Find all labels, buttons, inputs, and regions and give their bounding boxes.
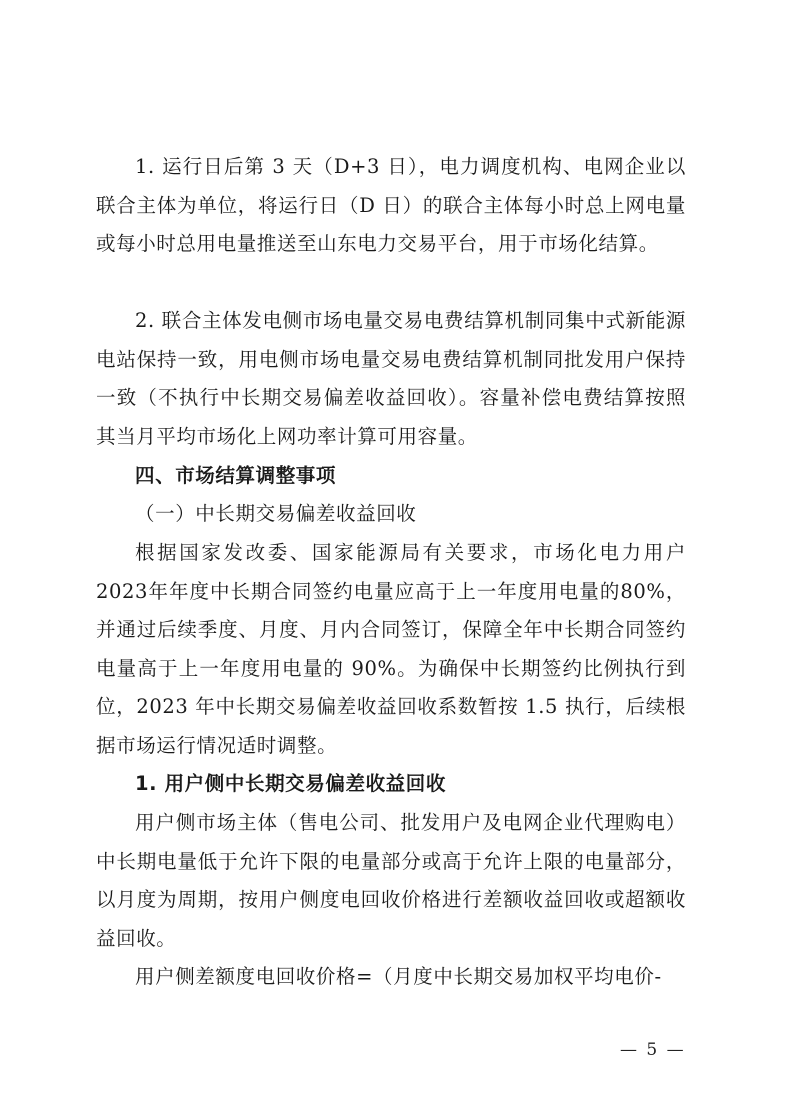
paragraph-4: 用户侧市场主体（售电公司、批发用户及电网企业代理购电）中长期电量低于允许下限的电量部分或高于允许上限的电量部分，以月度为周期，按用户侧度电回收价格进行差额收益回收或超额收益回收。 — [96, 811, 686, 950]
paragraph-1: 1. 运行日后第 3 天（D+3 日），电力调度机构、电网企业以联合主体为单位，将运行日（D 日）的联合主体每小时总上网电量或每小时总用电量推送至山东电力交易平台，用于市场化结算。 — [96, 155, 686, 256]
paragraph-3: 根据国家发改委、国家能源局有关要求，市场化电力用户2023年年度中长期合同签约电量应高于上一年度用电量的80%，并通过后续季度、月度、月内合同签订，保障全年中长期合同签约电量高于上一年度用电量的 90%。为确保中长期签约比例执行到位，2023 年中长期交易偏差收益回收系数暂按 1.5 执行，后续根据市场运行情况适时调整。 — [96, 541, 686, 757]
subsection-heading-1: （一）中长期交易偏差收益回收 — [135, 502, 417, 525]
paragraph-5: 用户侧差额度电回收价格=（月度中长期交易加权平均电价- — [135, 965, 662, 988]
page-number: — 5 — — [620, 1040, 686, 1060]
subsection-heading-2: 1. 用户侧中长期交易偏差收益回收 — [135, 772, 446, 795]
section-heading-4: 四、市场结算调整事项 — [135, 464, 337, 487]
paragraph-2: 2. 联合主体发电侧市场电量交易电费结算机制同集中式新能源电站保持一致，用电侧市场电量交易电费结算机制同批发用户保持一致（不执行中长期交易偏差收益回收）。容量补偿电费结算按照其当月平均市场化上网功率计算可用容量。 — [96, 309, 686, 448]
